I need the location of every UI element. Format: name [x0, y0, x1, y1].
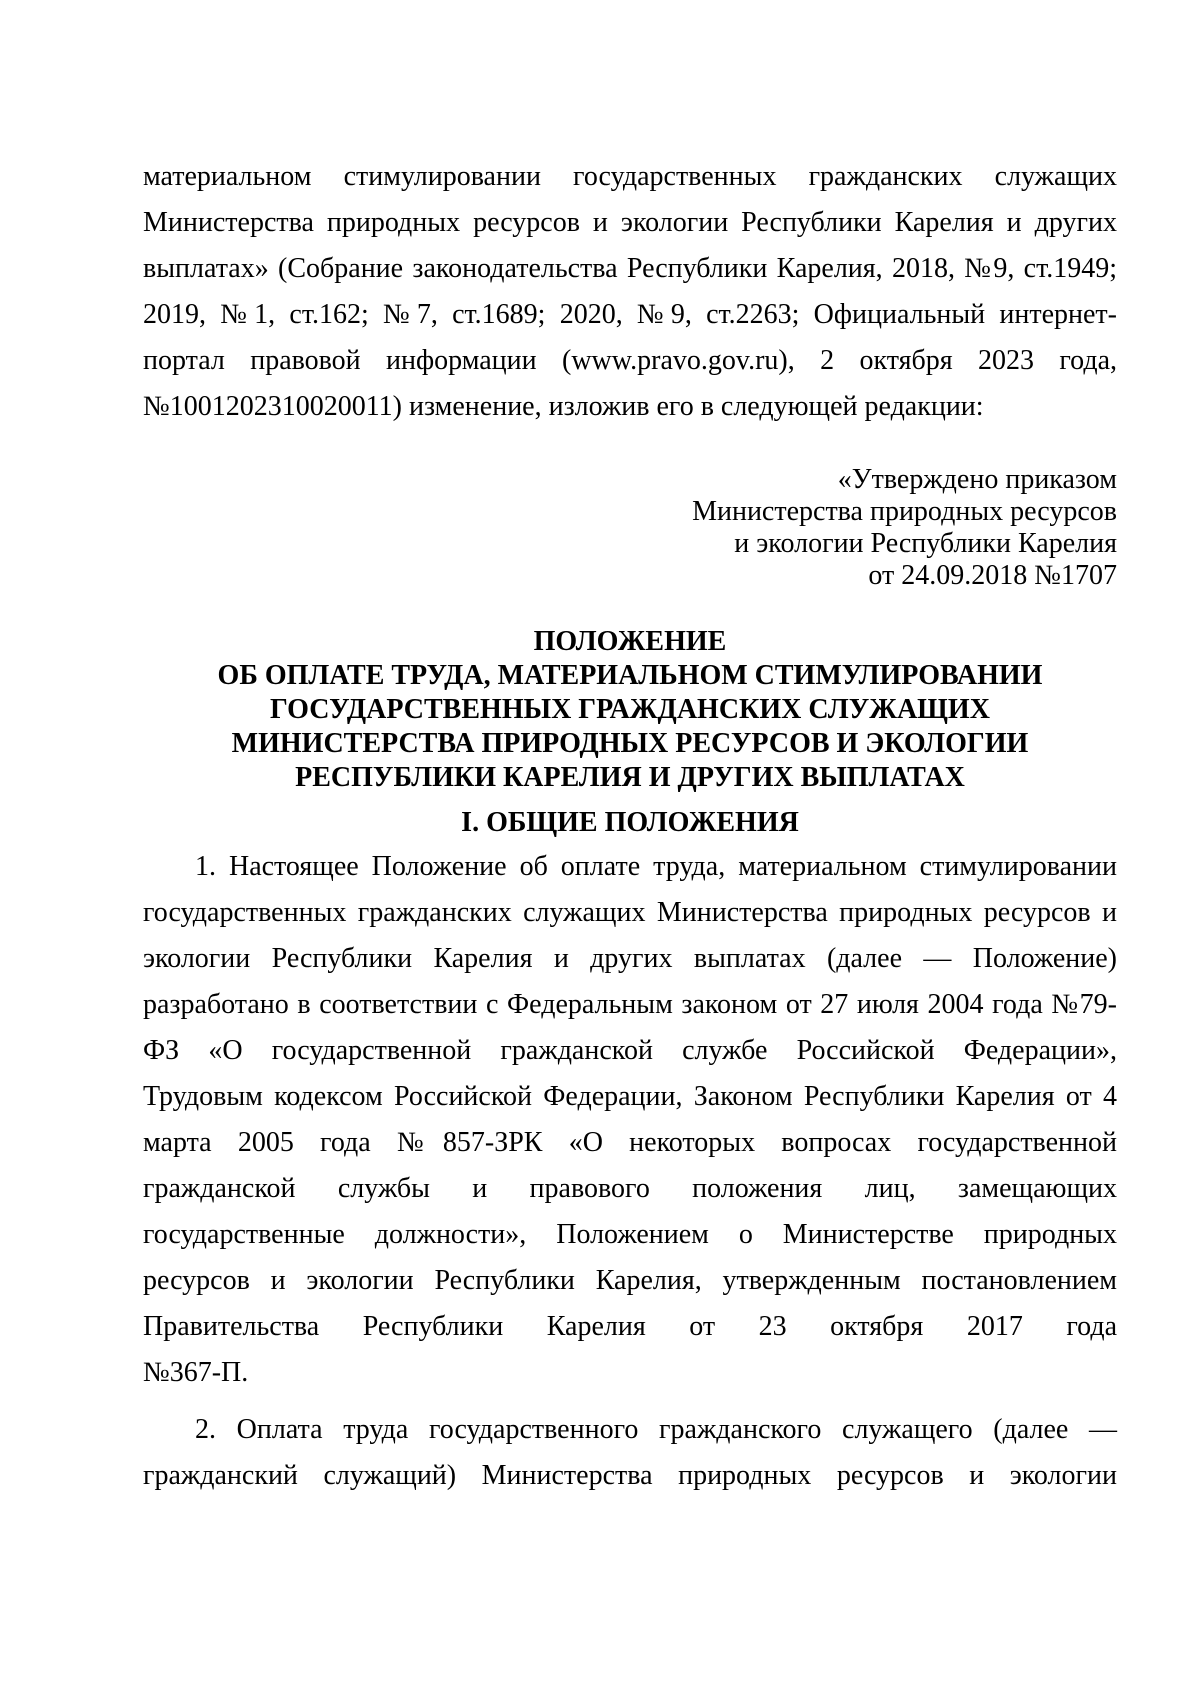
paragraph-2-line-2: гражданский служащий) Министерства природных ресурсов и экологии — [143, 1460, 1117, 1491]
intro-line-1: материальном стимулировании государственных гражданских служащих — [143, 161, 1117, 192]
intro-line-2: Министерства природных ресурсов и экологии Республики Карелия и других — [143, 207, 1117, 238]
paragraph-1-line-7: марта 2005 года №857-ЗРК «О некоторых вопросах государственной — [143, 1127, 1117, 1158]
title-line-4: МИНИСТЕРСТВА ПРИРОДНЫХ РЕСУРСОВ И ЭКОЛОГИИ — [231, 728, 1029, 759]
approval-line-1: «Утверждено приказом — [837, 464, 1117, 495]
intro-line-3: выплатах» (Собрание законодательства Республики Карелия, 2018, №9, ст.1949; — [143, 253, 1117, 284]
title-line-5: РЕСПУБЛИКИ КАРЕЛИЯ И ДРУГИХ ВЫПЛАТАХ — [295, 762, 965, 793]
approval-line-3: и экологии Республики Карелия — [734, 528, 1117, 559]
intro-line-4: 2019, №1, ст.162; №7, ст.1689; 2020, №9, ст.2263; Официальный интернет- — [143, 299, 1117, 330]
document-title — [143, 625, 1117, 795]
paragraph-1-line-9: государственные должности», Положением о Министерстве природных — [143, 1219, 1117, 1250]
approval-line-2: Министерства природных ресурсов — [692, 496, 1117, 527]
paragraph-1-line-2: государственных гражданских служащих Министерства природных ресурсов и — [143, 897, 1117, 928]
paragraph-1-line-12: №367-П. — [143, 1357, 249, 1388]
approval-block — [517, 464, 1117, 592]
title-line-3: ГОСУДАРСТВЕННЫХ ГРАЖДАНСКИХ СЛУЖАЩИХ — [270, 694, 990, 725]
title-line-1: ПОЛОЖЕНИЕ — [533, 626, 727, 657]
paragraph-1-line-5: ФЗ «О государственной гражданской службе Российской Федерации», — [143, 1035, 1117, 1066]
approval-line-4: от 24.09.2018 №1707 — [868, 560, 1117, 591]
paragraph-1-line-3: экологии Республики Карелия и других выплатах (далее — Положение) — [143, 943, 1117, 974]
paragraph-1-line-6: Трудовым кодексом Российской Федерации, Законом Республики Карелия от 4 — [143, 1081, 1117, 1112]
title-line-2: ОБ ОПЛАТЕ ТРУДА, МАТЕРИАЛЬНОМ СТИМУЛИРОВАНИИ — [217, 660, 1043, 691]
intro-line-5: портал правовой информации (www.pravo.gov.ru), 2 октября 2023 года, — [143, 345, 1117, 376]
section-heading: I. ОБЩИЕ ПОЛОЖЕНИЯ — [461, 807, 799, 838]
paragraph-1-line-8: гражданской службы и правового положения лиц, замещающих — [143, 1173, 1117, 1204]
paragraph-2-line-1: 2. Оплата труда государственного гражданского служащего (далее — — [195, 1414, 1117, 1445]
paragraph-1-line-11: Правительства Республики Карелия от 23 октября 2017 года — [143, 1311, 1117, 1342]
paragraph-1-line-1: 1. Настоящее Положение об оплате труда, материальном стимулировании — [195, 851, 1117, 882]
intro-line-6: №1001202310020011) изменение, изложив его в следующей редакции: — [143, 391, 984, 422]
paragraph-1-line-4: разработано в соответствии с Федеральным законом от 27 июля 2004 года №79- — [143, 989, 1117, 1020]
paragraph-1-line-10: ресурсов и экологии Республики Карелия, утвержденным постановлением — [143, 1265, 1117, 1296]
